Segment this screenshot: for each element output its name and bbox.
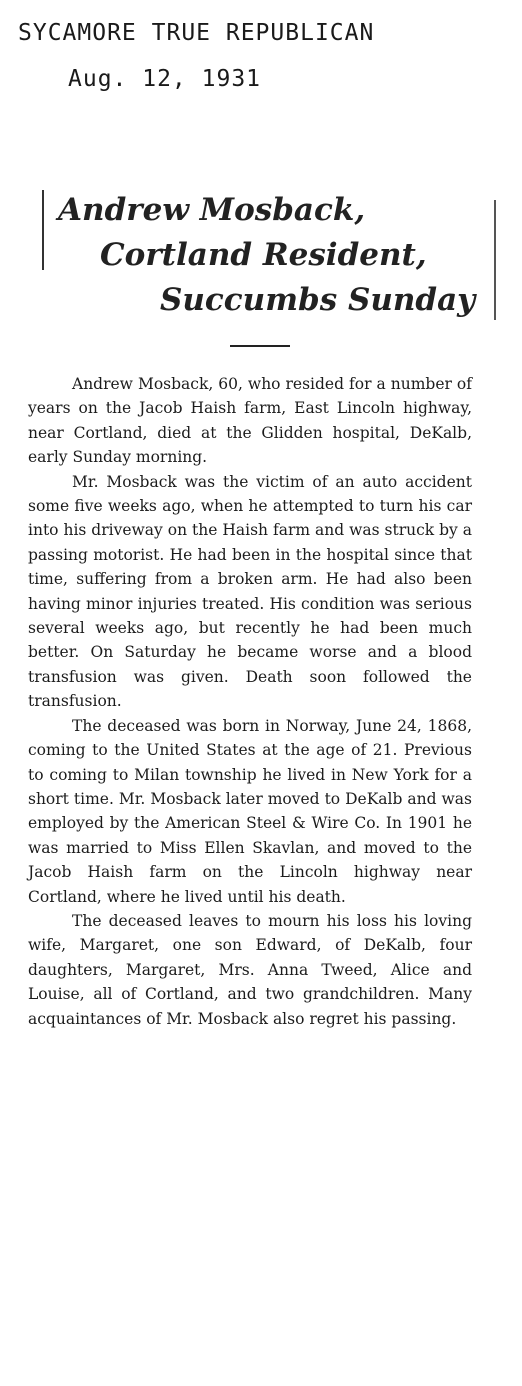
- clipping-left-edge: [42, 190, 44, 270]
- headline-divider: [230, 345, 290, 347]
- publication-name: SYCAMORE TRUE REPUBLICAN: [18, 20, 375, 46]
- article-body: [28, 372, 472, 1031]
- publication-date: Aug. 12, 1931: [68, 66, 262, 92]
- headline-line-3: Succumbs Sunday: [160, 282, 476, 318]
- article-paragraph-2: Mr. Mosback was the victim of an auto accident some five weeks ago, when he attempted to turn his car into his driveway on the Haish farm and was struck by a passing motorist. He had been in the hospital since that time, suffering from a broken arm. He had also been having minor injuries treated. His condition was serious several weeks ago, but recently he had been much better. On Saturday he became worse and a blood transfusion was given. Death soon followed the transfusion.: [28, 472, 472, 711]
- article-paragraph-4: The deceased leaves to mourn his loss his loving wife, Margaret, one son Edward, of DeKalb, four daughters, Margaret, Mrs. Anna Tweed, Alice and Louise, all of Cortland, and two grandchildren. Many acquaintances of Mr. Mosback also regret his passing.: [28, 911, 472, 1028]
- publication-header: [18, 18, 508, 94]
- article-headline: [48, 188, 500, 323]
- article-paragraph-3: The deceased was born in Norway, June 24, 1868, coming to the United States at the age of 21. Previous to coming to Milan township he lived in New York for a short time. Mr. Mosback later moved to DeKalb and was employed by the American Steel & Wire Co. In 1901 he was married to Miss Ellen Skavlan, and moved to the Jacob Haish farm on the Lincoln highway near Cortland, where he lived until his death.: [28, 716, 472, 906]
- headline-line-2: Cortland Resident,: [100, 237, 427, 273]
- headline-line-1: Andrew Mosback,: [58, 192, 366, 228]
- newspaper-clipping: [48, 188, 500, 347]
- article-paragraph-1: Andrew Mosback, 60, who resided for a number of years on the Jacob Haish farm, East Lincoln highway, near Cortland, died at the Glidden hospital, DeKalb, early Sunday morning.: [28, 375, 472, 467]
